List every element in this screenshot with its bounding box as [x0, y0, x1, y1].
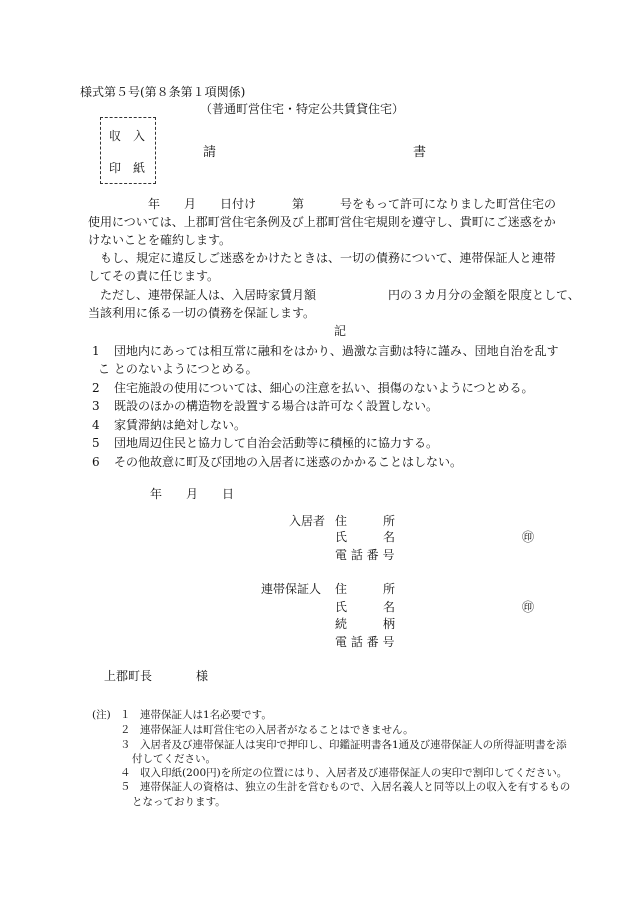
- document-title-left: 請: [203, 145, 217, 160]
- form-number: 様式第５号(第８条第１項関係): [80, 85, 246, 99]
- note-number: １: [120, 709, 131, 721]
- addressee-honorific: 様: [196, 669, 209, 683]
- paragraph1-line1: 年 月 日付け 第 号をもって許可になりました町営住宅の: [148, 197, 557, 211]
- item-number: 2: [92, 381, 100, 395]
- paragraph1-line3: けないことを確約します。: [88, 233, 232, 247]
- resident-phone-label: 電 話 番 号: [335, 548, 395, 562]
- paragraph2-line1: もし、規定に違反しご迷惑をかけたときは、一切の債務について、連帯保証人と連帯: [100, 251, 556, 265]
- item-number: 6: [92, 455, 100, 469]
- paragraph1-line2: 使用については、上郡町営住宅条例及び上郡町営住宅規則を遵守し、貴町にご迷惑をか: [88, 215, 556, 229]
- note-text: 連帯保証人は町営住宅の入居者がなることはできません。: [140, 724, 414, 736]
- paragraph2-line2: してその責に任じます。: [88, 269, 220, 283]
- resident-name-label: 氏 名: [335, 530, 396, 544]
- note-number: ５: [120, 781, 131, 793]
- resident-address-label: 住 所: [335, 514, 396, 528]
- resident-seal-mark: ㊞: [522, 530, 535, 544]
- item-number: 5: [92, 436, 100, 450]
- note-number: ３: [120, 739, 131, 751]
- stamp-label-line2: 印 紙: [109, 161, 146, 175]
- note-number: ４: [120, 767, 131, 779]
- note-text-continuation: 付してください。: [132, 753, 216, 765]
- item-number: 3: [92, 399, 100, 413]
- document-title-right: 書: [413, 145, 427, 160]
- document-subtitle: （普通町営住宅・特定公共賃貸住宅）: [200, 102, 405, 116]
- guarantor-relation-label: 続 柄: [335, 617, 396, 631]
- item-text: その他故意に町及び団地の入居者に迷惑のかかることはしない。: [114, 455, 463, 469]
- stamp-label-line1: 収 入: [109, 129, 146, 143]
- revenue-stamp-box: [100, 117, 156, 184]
- item-text: 家賃滞納は絶対しない。: [114, 418, 247, 432]
- ki-heading: 記: [334, 324, 347, 338]
- item-text-continuation: こ とのないようにつとめる。: [98, 362, 258, 376]
- notes-label: (注): [92, 709, 111, 721]
- note-text: 連帯保証人は1名必要です。: [140, 709, 272, 721]
- note-text: 連帯保証人の資格は、独立の生計を営むもので、入居名義人と同等以上の収入を有するもの: [140, 781, 571, 793]
- item-text: 既設のほかの構造物を設置する場合は許可なく設置しない。: [114, 399, 439, 413]
- item-text: 住宅施設の使用については、細心の注意を払い、損傷のないようにつとめる。: [114, 381, 534, 395]
- item-number: 1: [92, 344, 100, 358]
- paragraph3-line1: ただし、連帯保証人は、入居時家賃月額 円の３カ月分の金額を限度として、: [100, 288, 580, 302]
- item-number: 4: [92, 418, 100, 432]
- item-text: 団地内にあっては相互常に融和をはかり、過激な言動は特に謹み、団地自治を乱す: [114, 344, 559, 358]
- guarantor-heading: 連帯保証人: [261, 582, 322, 596]
- paragraph3-line2: 当該利用に係る一切の債務を保証します。: [88, 306, 316, 320]
- guarantor-seal-mark: ㊞: [522, 600, 535, 614]
- guarantor-phone-label: 電 話 番 号: [335, 635, 395, 649]
- note-text: 入居者及び連帯保証人は実印で押印し、印鑑証明書各1通及び連帯保証人の所得証明書を添: [140, 739, 567, 751]
- resident-heading: 入居者: [289, 514, 326, 528]
- guarantor-name-label: 氏 名: [335, 600, 396, 614]
- item-text: 団地周辺住民と協力して自治会活動等に積極的に協力する。: [114, 436, 439, 450]
- date-line: 年 月 日: [150, 487, 235, 501]
- guarantor-address-label: 住 所: [335, 582, 396, 596]
- addressee-name: 上郡町長: [104, 669, 153, 683]
- note-text-continuation: となっております。: [132, 796, 226, 808]
- note-text: 収入印紙(200円)を所定の位置にはり、入居者及び連帯保証人の実印で割印してください。: [140, 767, 568, 779]
- note-number: ２: [120, 724, 131, 736]
